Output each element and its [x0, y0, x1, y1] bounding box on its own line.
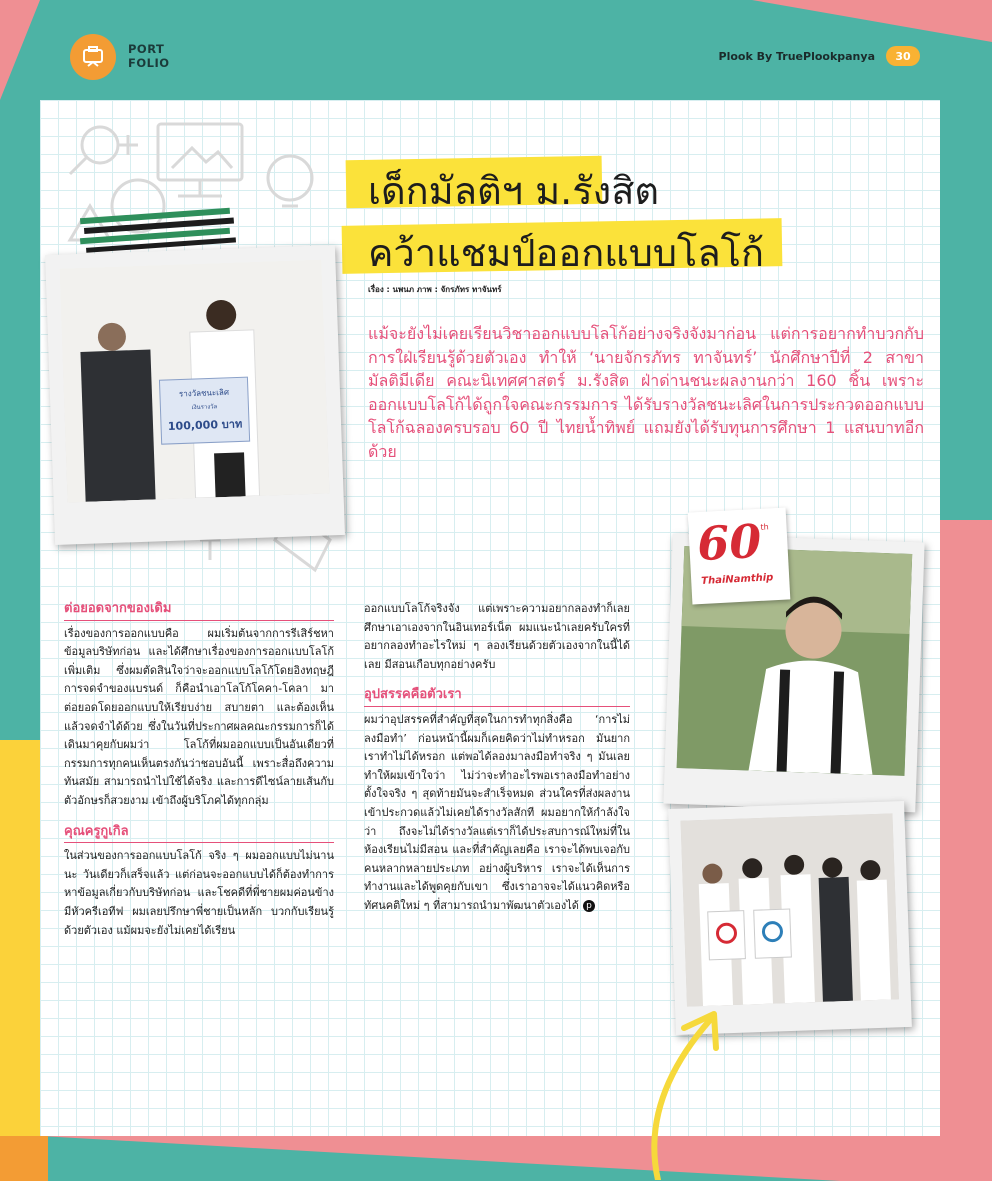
- group-photo-scene: [681, 813, 899, 1006]
- logo-brand: ThaiNamthip: [700, 572, 774, 588]
- award-board-line2: เงินรางวัล: [191, 403, 218, 412]
- article-column-1: [64, 600, 334, 940]
- section-label-line1: PORT: [128, 42, 165, 56]
- thainamthip-60-logo-card: [688, 507, 791, 604]
- brand-name: Plook By TruePlookpanya: [718, 50, 875, 63]
- end-mark-icon: p: [583, 900, 595, 912]
- article-intro: แม้จะยังไม่เคยเรียนวิชาออกแบบโลโก้อย่างจริงจังมาก่อน แต่การอยากทำบวกกับการใฝ่เรียนรู้ด้วยตัวเอง ทำให้ ‘นายจักรภัทร ทาจันทร์’ นักศึกษาปีที่ 2 สาขามัลติมีเดีย คณะนิเทศศาสตร์ ม.รังสิต ฝ่าด่านชนะผลงานกว่า 160 ชิ้น เพราะออกแบบโลโก้ได้ถูกใจคณะกรรมการ ได้รับรางวัลชนะเลิศในการประกวดออกแบบโลโก้ฉลองครบรอบ 60 ปี ไทยน้ำทิพย์ แถมยังได้รับทุนการศึกษา 1 แสนบาทอีกด้วย: [368, 324, 924, 461]
- heading-teacher-google: คุณครูกูเกิล: [64, 823, 334, 844]
- heading-build-on-old: ต่อยอดจากของเดิม: [64, 600, 334, 621]
- award-board-amount: 100,000 บาท: [167, 417, 243, 433]
- stripe-decoration: [80, 205, 240, 255]
- article-title-line2: คว้าแชมป์ออกแบบโลโก้: [368, 231, 765, 275]
- portfolio-glyph-icon: [80, 44, 106, 70]
- lightbulb-icon: [268, 156, 312, 200]
- portfolio-icon: [70, 34, 116, 80]
- paragraph-obstacle: [364, 711, 630, 916]
- magnifier-icon: [82, 127, 118, 163]
- group-photo: [681, 813, 899, 1006]
- background-yellow-left: [0, 740, 40, 1181]
- page-number-badge: 30: [886, 46, 920, 66]
- yellow-arrow-decoration: [640, 990, 760, 1180]
- award-board-line1: รางวัลชนะเลิศ: [178, 387, 230, 399]
- section-label-line2: FOLIO: [128, 56, 170, 70]
- article-column-2: [364, 600, 630, 916]
- background-pink-right: [940, 520, 992, 1181]
- paragraph-continued: ออกแบบโลโก้จริงจัง แต่เพราะความอยากลองทำก็เลยศึกษาเอาเองจากในอินเทอร์เน็ต ผมแนะนำเลยครับใครที่อยากลองทำอะไรใหม่ ๆ ลองเรียนด้วยตัวเองจากในนี้ได้เลย มีสอนเกือบทุกอย่างครับ: [364, 602, 630, 671]
- logo-number: 60: [695, 513, 763, 572]
- paragraph-teacher-google: ในส่วนของการออกแบบโลโก้ จริง ๆ ผมออกแบบไม่นานนะ วันเดียวก็เสร็จแล้ว แต่ก่อนจะออกแบบได้ก็ต้องทำการหาข้อมูลเกี่ยวกับบริษัทก่อน และโชคดีที่พี่ชายผมค่อนข้างมีหัวครีเอทีฟ ผมเลยปรึกษาพี่ชายเป็นหลัก บวกกับเรียนรู้ด้วยตัวเอง แม้ผมจะยังไม่เคยได้เรียน: [64, 849, 334, 937]
- background-corner-pink-right: [752, 0, 992, 42]
- award-photo-frame: [45, 245, 345, 545]
- logo-suffix: th: [760, 522, 769, 532]
- background-orange-corner: [0, 1136, 48, 1181]
- article-byline: เรื่อง : นพนภ ภาพ : จักรภัทร ทาจันทร์: [368, 285, 502, 294]
- award-photo: [60, 260, 330, 503]
- section-label: [128, 42, 170, 70]
- paragraph-obstacle-text: ผมว่าอุปสรรคที่สำคัญที่สุดในการทำทุกสิ่งคือ ‘การไม่ลงมือทำ’ ก่อนหน้านี้ผมก็เคยคิดว่าไม่ทำหรอก มันยาก เราทำไม่ได้หรอก แต่พอได้ลองมาลงมือทำจริง ๆ มันเลยทำให้ผมเข้าใจว่า ไม่ว่าจะทำอะไรพอเราลงมือทำอย่างตั้งใจจริง ๆ สุดท้ายมันจะสำเร็จหมด ส่วนใครที่ส่งผลงานเข้าประกวดแล้วไม่เคยได้รางวัลสักที ผมอยากให้กำลังใจว่า ถึงจะไม่ได้รางวัลแต่เราก็ได้ประสบการณ์ใหม่ที่ในห้องเรียนไม่มีสอน และที่สำคัญเลยคือ เราจะได้พบเจอกับคนหลากหลายประเภท อย่างผู้บริหาร เราจะได้เห็นการทำงานและได้พูดคุยกับเขา ซึ่งเราอาจจะได้แนวคิดหรือทัศนคติใหม่ ๆ ที่สามารถนำมาพัฒนาตัวเองได้: [364, 712, 630, 912]
- background-corner-pink-left: [0, 0, 40, 100]
- article-title-line1: เด็กมัลติฯ ม.รังสิต: [368, 169, 660, 213]
- paragraph-build-on-old: เรื่องของการออกแบบคือ ผมเริ่มต้นจากการรีเสิร์ชหาข้อมูลบริษัทก่อน และได้ศึกษาเรื่องของการออกแบบโลโก้เพิ่มเติม ซึ่งผมตัดสินใจว่าจะออกแบบโลโก้โดยอิงทฤษฎีการจดจำของแบรนด์ ก็คือนำเอาโลโก้โคคา-โคลา มาต่อยอดโดยออกแบบให้เรียบง่าย สบายตา และต้องเห็นแล้วจดจำได้ด้วย ซึ่งในวันที่ประกาศผลคณะกรรมการก็ได้เดินมาคุยกับผมว่า โลโก้ที่ผมออกแบบเป็นอันเดียวที่กรรมการทุกคนเห็นตรงกันว่าชอบอันนี้ เพราะสื่อถึงความทันสมัย สามารถนำไปใช้ได้จริง และการดีไซน์ลายเส้นกับตัวอักษรก็สวยงาม เข้าถึงผู้บริโภคได้ทุกกลุ่ม: [64, 626, 334, 807]
- heading-obstacle: อุปสรรคคือตัวเรา: [364, 686, 630, 707]
- monitor-icon: [158, 124, 242, 180]
- award-photo-scene: [60, 260, 330, 503]
